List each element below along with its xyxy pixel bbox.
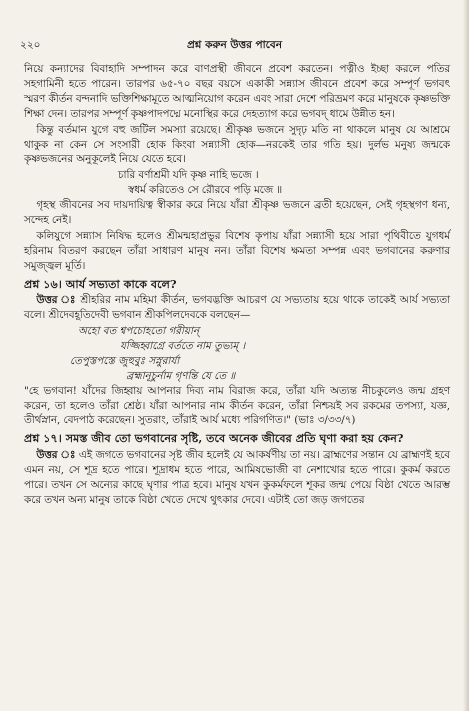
answer-17-label: উত্তর ঃ	[36, 448, 76, 461]
answer-17	[24, 448, 450, 508]
answer-16	[24, 293, 450, 323]
sloka-line-3: তেপুস্তপস্তে জুহুবুঃ সস্নুরার্যা	[70, 354, 180, 367]
page-number: ২২০	[20, 39, 41, 51]
verse-block	[24, 168, 450, 198]
question-16-label: প্রশ্ন ১৬।	[24, 276, 62, 291]
running-title: প্রশ্ন করুন উত্তর পাবেন	[186, 39, 283, 51]
verse-line-1: চারি বর্ণাশ্রমী যদি কৃষ্ণ নাহি ভজে ।	[118, 169, 259, 182]
paragraph-1: নিয়ে কন্যাদের বিবাহাদি সম্পাদন করে বাণপ্রস্থী জীবনে প্রবেশ করতেন। পত্নীও ইচ্ছা করলে পতির সহগামিনী হতে পারেন। তারপর ৬৫-৭০ বছর বয়সে একাকী সন্ন্যাস জীবনে প্রবেশ করে সম্পূর্ণ ভগবৎ স্মরণ কীর্তন বন্দনাদি ভক্তিশিক্ষামূতে আত্মনিয়োগ করেন এবং সারা দেশে পরিভ্রমণ করে মানুষকে কৃষ্ণভক্তি শিক্ষা দেন। তারপর সম্পূর্ণ কৃষ্ণপাদপদ্মে মনোস্থির করে দেহত্যাগ করে ভগবদ্ ধামে উন্নীত হন।	[24, 63, 451, 120]
answer-16-text: শ্রীহরির নাম মহিমা কীর্তন, ভগবদ্ভক্তি আচরণ যে সভ্যতায় হয়ে থাকে তাকেই আর্য সভ্যতা বলে। শ্রীদেবহূতিদেবী ভগবান শ্রীকপিলদেবকে বলছেন—	[24, 294, 450, 322]
page-edge-shadow	[463, 0, 469, 711]
paragraph-2: কিন্তু বর্তমান যুগে বহু জটিল সমস্যা রয়েছে। শ্রীকৃষ্ণ ভজনে সুদৃঢ় মতি না থাকলে মানুষ যে আশ্রমে থাকুক না কেন সে সংসারী হোক কিংবা সন্ন্যাসী হোক—নরকেই তার গতি হয়। দুর্লভ মনুষ্য জন্মকে কৃষ্ণভজনের অনুকূলেই নিয়ে যেতে হবে।	[24, 123, 450, 166]
paragraph-3: গৃহস্থ জীবনের সব দায়দায়িত্ব স্বীকার করে নিয়ে যাঁরা শ্রীকৃষ্ণ ভজনে ব্রতী হয়েছেন, সেই গৃহস্থগণ ধন্য, সন্দেহ নেই।	[24, 199, 450, 227]
sloka-line-1: অহো বত শ্বপচোহতো গরীয়ান্	[78, 325, 200, 337]
question-16-text: আর্য সভ্যতা কাকে বলে?	[65, 276, 177, 291]
paragraph-4: কলিযুগে সন্ন্যাস নিষিদ্ধ হলেও শ্রীমন্মহাপ্রভুর বিশেষ কৃপায় যাঁরা সন্ন্যাসী হয়ে সারা পৃথিবীতে যুগধর্ম হরিনাম বিতরণ করছেন তাঁরা সাধারণ মানুষ নন। তাঁরা বিশেষ ক্ষমতা সম্পন্ন এবং ভগবানের করুণার সমুজ্জ্বল মূর্তি।	[24, 229, 450, 272]
sloka-block	[24, 324, 450, 384]
question-17-text: সমস্ত জীব তো ভগবানের সৃষ্টি, তবে অনেক জীবের প্রতি ঘৃণা করা হয় কেন?	[65, 431, 404, 446]
question-17-label: প্রশ্ন ১৭।	[24, 431, 62, 446]
verse-line-2: স্বধর্ম করিতেও সে রৌরবে পড়ি মজে ॥	[128, 184, 283, 197]
page-body	[24, 62, 450, 508]
answer-16-label: উত্তর ঃ	[36, 294, 77, 307]
question-16	[24, 277, 450, 293]
page-header	[20, 38, 449, 52]
sloka-line-4: ব্রহ্মানূচুর্নাম গৃণন্তি যে তে ॥	[126, 369, 236, 382]
question-17	[24, 431, 450, 447]
sloka-line-2: যজ্জিহ্বাগ্রে বর্ততে নাম তুভ্যম্ ।	[120, 339, 246, 352]
paragraph-5: "হে ভগবান! যাঁদের জিহ্বায় আপনার দিব্য নাম বিরাজ করে, তাঁরা যদি অত্যন্ত নীচকুলেও জন্ম গ্রহণ করেন, তা হলেও তাঁরা শ্রেষ্ঠ। যাঁরা আপনার নাম কীর্তন করেন, তাঁরা নিশ্চয়ই সব রকমের তপস্যা, যজ্ঞ, তীর্থস্নান, বেদপাঠ করেছেন। সুতরাং, তাঁরাই আর্য মধ্যে পরিগণিত।" (ভাঃ ৩/৩৩/৭)	[24, 384, 450, 427]
answer-17-text: এই জগতে ভগবানের সৃষ্ট জীব হলেই যে আকর্ষণীয় তা নয়। ব্রাহ্মণের সন্তান যে ব্রাহ্মণই হবে এমন নয়, সে শূদ্র হতে পারে। শূদ্রাধম হতে পারে, আমিষভোজী বা নেশাখোর হতে পারে। কুকর্ম করতে পারে। তখন সে অন্যের কাছে ঘৃণার পাত্র হবে। মানুষ যখন কুকর্মফলে শূকর জন্ম পেয়ে বিষ্ঠা খেতে আরম্ভ করে তখন অন্য মানুষ তাকে বিষ্ঠা খেতে দেখে থুৎকার দেবে। এটাই তো জড় জগতের	[24, 448, 450, 506]
